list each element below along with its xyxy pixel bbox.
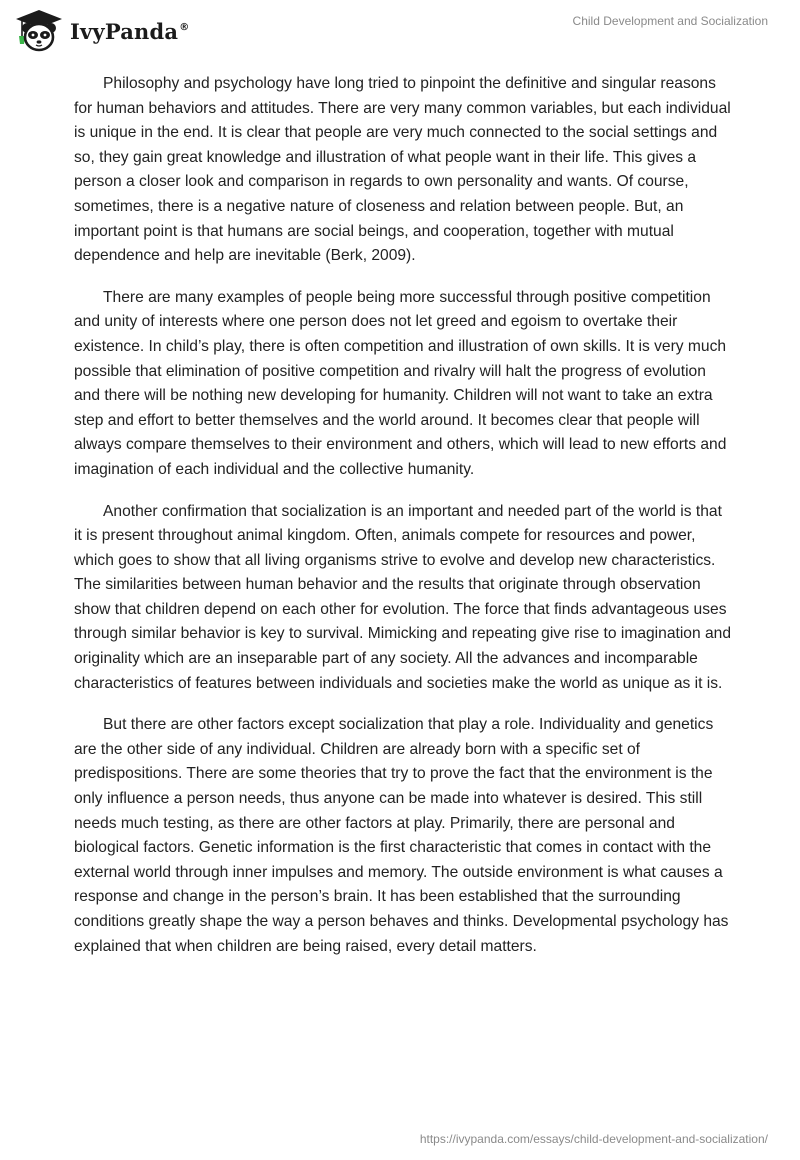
document-title: Child Development and Socialization [572,14,768,28]
source-url[interactable]: https://ivypanda.com/essays/child-development-and-socialization/ [419,1132,768,1146]
paragraph: Another confirmation that socialization is an important and needed part of the world is that it is present throughout animal kingdom. Often, animals compete for resources and power, which goes to show that all living organisms strive to evolve and develop new characteristics. The similarities between human behavior and the results that originate through observation show that children depend on each other for evolution. The force that finds advantageous uses through similar behavior is key to survival. Mimicking and repeating give rise to imagination and originality which are an inseparable part of any society. All the advances and incomparable characteristics of features between individuals and societies make the world as unique as it is. [74,502,731,692]
brand-name: IvyPanda® [70,18,190,44]
paragraph: Philosophy and psychology have long tried to pinpoint the definitive and singular reasons for human behaviors and attitudes. There are very many common variables, but each individual is unique in the end. It is clear that people are very much connected to the social settings and so, they gain great knowledge and illustration of what people want in their life. This gives a person a closer look and comparison in regards to own personality and wants. Of course, sometimes, there is a negative nature of closeness and relation between people. But, an important point is that humans are social beings, and cooperation, together with mutual dependence and help are inevitable (Berk, 2009). [74,75,731,265]
registered-mark: ® [179,21,190,33]
page-header [0,0,800,60]
panda-graduation-cap-icon [14,8,64,52]
ivypanda-logo[interactable] [14,8,189,52]
paragraph: There are many examples of people being more successful through positive competition and unity of interests where one person does not let greed and egoism to overtake their existence. In child’s play, there is often competition and illustration of own skills. It is very much possible that elimination of positive competition and rivalry will halt the progress of evolution and there will be nothing new developing for humanity. Children will not want to take an extra step and effort to better themselves and the world around. It becomes clear that people will always compare themselves to their environment and others, which will lead to new efforts and imagination of each individual and the collective humanity. [74,288,727,478]
paragraph: But there are other factors except socialization that play a role. Individuality and genetics are the other side of any individual. Children are already born with a specific set of predispositions. There are some theories that try to prove the fact that the environment is the only influence a person needs, thus anyone can be made into whatever is desired. This still needs much testing, as there are other factors at play. Primarily, there are personal and biological factors. Genetic information is the first characteristic that comes in contact with the external world through inner impulses and memory. The outside environment is what causes a response and change in the person’s brain. It has been established that the surrounding conditions greatly shape the way a person behaves and thinks. Developmental psychology has explained that when children are being raised, every detail matters. [74,716,729,955]
essay-body [74,72,734,976]
